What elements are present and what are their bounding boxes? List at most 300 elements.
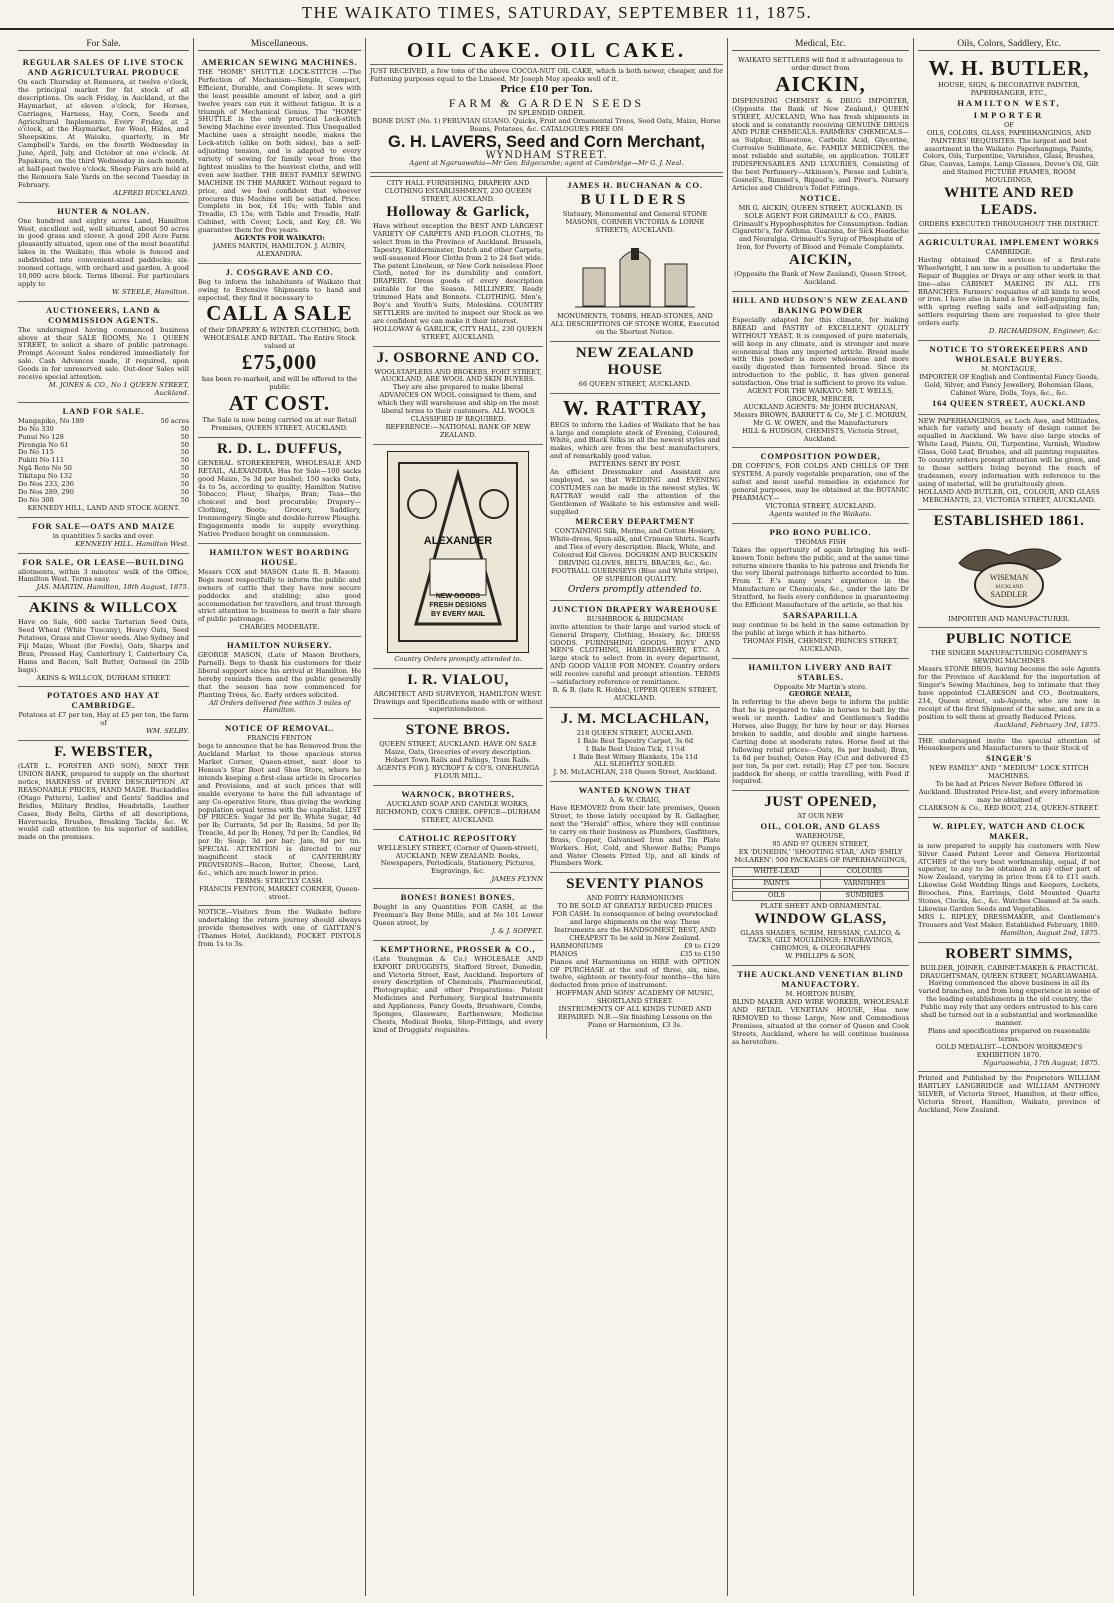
land-row-label: Pirongia No 61: [18, 440, 69, 449]
ad-signature: All Orders delivered free within 3 miles of Hamilton.: [209, 698, 350, 715]
ad-buchanan: [550, 177, 720, 341]
ad-body: MONUMENTS, TOMBS, HEAD-STONES, AND ALL DESCRIPTIONS OF STONE WORK, Executed on the Shortest Notice.: [550, 311, 720, 336]
column-heading: For Sale.: [18, 38, 189, 51]
ad-boarding-house: [198, 544, 361, 637]
ad-title: W. RIPLEY, WATCH AND CLOCK MAKER,: [932, 820, 1086, 841]
ad-body: AUCKLAND SOAP AND CANDLE WORKS, RICHMOND, COX'S CREEK. OFFICE—DURHAM STREET, AUCKLAND.: [375, 799, 541, 824]
alexander-watch-illustration: [387, 451, 529, 653]
goods-cell: PAINTS: [763, 878, 790, 887]
land-row-value: 50: [180, 440, 189, 449]
land-row-label: Pukiti No 111: [18, 456, 65, 465]
ad-warnock: [373, 786, 543, 830]
ad-subtitle: 218 QUEEN STREET, AUCKLAND.: [576, 728, 694, 737]
ad-intro: WAIKATO SETTLERS will find it advantageous to order direct from: [738, 56, 903, 72]
column-heading: Oils, Colors, Saddlery, Etc.: [918, 38, 1100, 51]
ad-title: AICKIN,: [775, 71, 866, 96]
ad-signature: HOLLAND AND BUTLER, OIL, COLOUR, AND GLASS MERCHANTS, 23, VICTORIA STREET, AUCKLAND.: [918, 487, 1100, 504]
ad-title: W. RATTRAY,: [562, 395, 708, 420]
ad-bones: [373, 889, 543, 941]
ad-title: F. WEBSTER,: [54, 744, 153, 761]
ad-subtitle: WAREHOUSE,: [795, 832, 846, 841]
ad-body: MR G. AICKIN, QUEEN STREET, AUCKLAND, IS SOLE AGENT FOR GRIMAULT & CO., PARIS. Grimault's Hypophosphites for Consumption. Indian Cigarette's, for Asthma. Guarana, for Sick Headache and Neuralgia. Grimault's Syrup of Phosphate of Iron, for Poverty of Blood and Female Complaints.: [732, 203, 909, 252]
ad-name: A. & W. CRAIG,: [609, 796, 661, 805]
builders-heading: BUILDERS: [580, 192, 690, 209]
ad-body: Messrs COX and MASON (Late R. B. Mason). Begs most respectfully to inform the public and owners of cattle that they have now secure paddocks and stabling; also good accommodation for travellers, and trust through strict attention to business to merit a fair share of public patronage.: [198, 567, 361, 624]
ad-body: To be had at Prices Never Before Offered in Auckland. Illustrated Price-list, and every information may be obtained of: [918, 780, 1100, 804]
ad-signature: W. PHILLIPS & SON,: [785, 952, 856, 961]
patterns-line: PATTERNS SENT BY POST.: [589, 460, 681, 469]
center-right-subcolumn: [547, 177, 723, 1039]
ad-pro-bono: [732, 524, 909, 659]
ad-body: TO BE SOLD AT GREATLY REDUCED PRICES FOR CASH. In consequence of being overstocked and large shipments on the way. These Instruments are the HANDSOMEST, BEST, AND CHEAPEST To be sold in New Zealand.: [552, 902, 718, 942]
stamp-text-top: WISEMAN: [989, 572, 1029, 582]
ad-price: Price £10 per Ton.: [500, 84, 593, 95]
printer-imprint: Printed and Published by the Proprietors WILLIAM BARTLEY LANGBRIDGE and WILLIAM ANTHONY SILVER, of Victoria Street, Hamilton, at their office, Victoria Street, Hamilton, Waikato, province of Auckland, New Zealand.: [918, 1074, 1100, 1115]
ad-name: OIL, COLOR, AND GLASS: [760, 821, 881, 832]
ad-just-opened: [732, 791, 909, 966]
ad-catholic-repository: [373, 830, 543, 890]
land-row-value: 50: [180, 424, 189, 433]
ad-signature: W. STEELE, Hamilton.: [111, 287, 189, 296]
ad-signature: R. & B. (late R. Hobbs), UPPER QUEEN STREET, AUCKLAND.: [552, 685, 718, 702]
ad-body: THE "HOME" SHUTTLE LOCK-STITCH —The Perfection of Mechanism—Simple, Compact, Efficient, Durable, and Complete. It sews with the least possible amount of labor, and a girl twelve years can run it without fatigue. It is a triumph of Mechanical Genius. The "HOME" SHUTTLE is the only practical Lock-stitch Sewing Machine ever invented. This Unequalled Machine uses a straight needle, makes the Lock-stitch (alike on both sides), has a self-adjusting tension, and is adapted to every variety of sewing for family wear from the lightest muslins to the heaviest cloths, and will even sew leather. THE BEST FAMILY SEWING MACHINE IN THE MARKET. Without regard to price, and we feel confident that whoever procures this Machine will be satisfied. Price: Complete in box, £4 10s; with Table and Treadle, £5 15s; with Table and Treadle, Half-Cabinet, with Cover, Lock, and Key, £8. We guarantee them for five years.: [198, 68, 361, 235]
land-row-value: 50: [180, 456, 189, 465]
land-row-value: 50: [180, 448, 189, 457]
monuments-illustration: [575, 238, 695, 310]
ad-title: I. R. VIALOU,: [407, 671, 509, 688]
ad-subtitle: 66 QUEEN STREET, AUCKLAND.: [578, 379, 692, 388]
ad-name: GEORGE NEALE,: [789, 690, 852, 699]
ad-signature: ALFRED BUCKLAND.: [113, 188, 189, 197]
ad-land-for-sale: [18, 403, 189, 518]
ad-body: IMPORTER OF English and Continental Fancy Goods, Gold, Silver, and Fancy Jewellery, Bohemian Glass, Cabinet Ware, Dolls, Toys, &c., &c.: [918, 372, 1100, 397]
ad-subtitle: AND FORTY HARMONIUMS: [586, 894, 684, 903]
lavers-address: WYNDHAM STREET.: [485, 150, 608, 162]
ad-body: Have without exception the BEST AND LARGEST VARIETY OF CARPETS AND FLOOR CLOTHS, To select from in the Province of Auckland. Brussels, Tapestry, Kidderminster, Dutch and other Carpets; well-seasoned Floor Cloths from 2 to 24 feet wide. The patent Linoleum, or New Cork noiseless Floor Cloth, noted for its durability and comfort. DRAPERY. Dress goods of every description suitable for the Season. MILLINERY. Ready trimmed Hats and Bonnets. CLOTHING. Men's, Boy's and Youth's Suits, Moleskins. COUNTRY SETTLERS are invited to inspect our Stock as we are confident we can make it their interest.: [373, 221, 543, 325]
goods-cell: OILS: [768, 890, 785, 899]
ad-agents: Agent at Ngaruawahia—Mr Geo. Edgecumbe; agent at Cambridge—Mr G. J. Neal.: [409, 159, 684, 168]
ad-body: OILS, COLORS, GLASS, PAPERHANGINGS, AND PAINTERS' REQUISITES. The largest and best assortment in the Waikato: Paperhangings, Paints, Colors, Oils, Turpentine, Varnishes, Glass, Brushes, Glue, Canvas, Lamps, Lamp Glasses, Devoe's Oil, Gilt and Stained PICTURE FRAMES, ROOM MOULDINGS,: [919, 128, 1099, 185]
ad-body: allotments, within 3 minutes' walk of the Office, Hamilton West. Terms easy.: [18, 567, 189, 584]
ad-alexander: [373, 445, 543, 669]
goods-row: [732, 867, 909, 877]
ad-body: NOTICE—Visitors from the Waikato before undertaking the return journey should always provide themselves with one of GAITTAN'S (Thames Hotel, Auckland), POCKET PISTOLS from 1s to 3s.: [198, 908, 361, 949]
ad-note: Plans and specifications prepared on reasonable terms.: [927, 1026, 1091, 1043]
ad-oil-cake: [370, 65, 723, 173]
ad-body: GEORGE MASON, (Late of Mason Brothers, Parnell). Begs to thank his customers for their liberal support since his arrival at Hamilton. He hereby reminds them and the public generally that the season has now commenced for Planting Trees, &c. Early orders solicited.: [198, 651, 361, 699]
land-row-label: Mangapiko, No 189: [18, 416, 84, 425]
alexander-label: ALEXANDER: [423, 534, 493, 547]
land-row-label: Punui No 128: [18, 432, 64, 441]
ad-subtitle: PAPERHANGER, ETC.,: [970, 88, 1048, 97]
goods-cell: COLOURS: [820, 868, 908, 876]
saddle-illustration: [949, 533, 1069, 613]
ad-signature: CHARGES MODERATE.: [239, 623, 320, 632]
ad-rushbrook: [550, 601, 720, 708]
lavers-heading: G. H. LAVERS, Seed and Corn Merchant,: [388, 133, 705, 152]
ad-body: Especially adapted for this climate, for making BREAD and PASTRY of EXCELLENT QUALITY WITHOUT YEAST. It is composed of pure materials, will keep in any climate, and is stronger and more economical than any imported article. Bread made with this powder is more wholesome and more easily digested than fermented bread. Since its introduction to the public, it has given general satisfaction. One trial is sufficient to prove its value.: [732, 315, 909, 388]
ad-signature: AKINS & WILLCOX, DURHAM STREET.: [36, 673, 171, 682]
ad-body: ARCHITECT AND SURVEYOR, HAMILTON WEST. Drawings and Specifications made with or without superintendence.: [373, 689, 543, 714]
ad-craig: [550, 782, 720, 873]
ad-title: BONES! BONES! BONES.: [400, 892, 516, 903]
ad-body: QUEEN STREET, AUCKLAND. HAVE ON SALE Maize, Oats, Groceries of every description. Hobart Town Rails and Palings, Tram Rails. AGENTS FOR J. RYCROFT & CO'S. ONEHUNGA FLOUR MILL.: [376, 740, 540, 780]
ad-auctioneers: [18, 302, 189, 403]
imprint: [918, 1072, 1100, 1119]
price-row-value: £35 to £150: [679, 949, 720, 958]
ad-footer: Agents wanted in the Waikato.: [769, 509, 872, 518]
ad-title: NOTICE OF REMOVAL.: [224, 723, 335, 734]
ad-body: PLATE SHEET AND ORNAMENTAL: [760, 901, 881, 910]
stock-amount: £75,000: [241, 350, 318, 375]
ad-title: FOR SALE, OR LEASE—BUILDING: [22, 556, 185, 567]
ad-terms: TERMS: STRICTLY CASH.: [235, 876, 324, 885]
ad-body: invite attention to their large and varied stock of General Drapery, Clothing, Hosiery, &c. DRESS GOODS. FURNISHING GOODS. BOYS' AND MEN'S CLOTHING, HABERDASHERY, ETC. A large stock to select from in every department, AND GOOD VALUE FOR MONEY. Country orders will receive careful and prompt attention. TERMS—satisfactory reference or remittance.: [550, 622, 720, 687]
column-miscellaneous: [194, 38, 366, 1596]
ad-oats-maize: [18, 518, 189, 554]
ad-title: JAMES H. BUCHANAN & CO.: [567, 180, 703, 191]
ad-title: W. H. BUTLER,: [928, 56, 1090, 80]
ad-subtitle: AT OUR NEW: [797, 812, 844, 821]
ad-potatoes: [18, 687, 189, 741]
ad-title: HUNTER & NOLAN.: [57, 205, 150, 216]
ad-date: Hamilton, August 2nd, 1875.: [1000, 928, 1100, 937]
ad-subtitle: Opposite Mr Martin's store.: [773, 682, 868, 691]
column-medical: [728, 38, 914, 1596]
ad-title: HAMILTON WEST BOARDING HOUSE.: [209, 546, 350, 567]
column-heading: Miscellaneous.: [198, 38, 361, 51]
ad-body: DR COFFIN'S, FOR COLDS AND CHILLS OF THE SYSTEM. A purely vegetable preparation, one of the safest and most useful remedies in existence for general purposes, may be obtained at the BOTANIC PHARMACY—: [732, 462, 909, 503]
ad-body: On each Thursday at Remuera, at twelve o'clock, the principal market for fat stock of all descriptions. On each Friday, in Auckland, at the Haymarket, at eleven o'clock, for Horses, Carriages, Harness, Hay, Corn, Seeds and Agricultural Implements. Every Friday, at 2 o'clock, at the Haymarket, for Wool, Hides, and Sheepskins. At Waiuku, quarterly, in Mr Campbell's Yards, on the fourth Wednesday in June, April, July, and October at one o'clock. At Papakura, on the third Wednesday in each month, at half-past twelve o'clock. Sheep Fairs are held at the Remuera Sale Yards on the second Tuesday in February.: [18, 78, 189, 189]
ad-footer: Country Orders promptly attended to.: [394, 654, 522, 663]
ad-signature: HOFFMAN AND SONS' ACADEMY OF MUSIC, SHORTLAND STREET.: [556, 989, 714, 1006]
ad-title: SEVENTY PIANOS: [566, 876, 704, 893]
land-list: [18, 418, 189, 505]
ad-body: EX 'DUNEDIN,' 'SHOOTING STAR,' AND 'EMILY McLAREN': 500 PACKAGES OF PAPERHANGINGS,: [734, 848, 907, 864]
ad-title: AUCTIONEERS, LAND & COMMISSION AGENTS.: [45, 304, 162, 325]
ad-date: Auckland, February 3rd, 1875.: [994, 720, 1100, 729]
price-list: [550, 943, 720, 959]
column-heading: Medical, Etc.: [732, 38, 909, 51]
ad-place: HAMILTON WEST,: [957, 97, 1061, 108]
ad-composition-powder: [732, 448, 909, 523]
price-row-value: £9 to £129: [684, 941, 720, 950]
ad-title: NEW ZEALAND HOUSE: [575, 344, 695, 378]
ad-body: is now prepared to supply his customers with New Silver Cased Patent Lever and Geneva Horizontal ATCHES of the very best workmanship, equal, if not superior, to any to be obtained in any other part of New Zealand, varying in price from £4 to £11 each. Likewise Gold Wedding Rings and Keepers, Lockets, Brooches, Pins, Earrings, Gold Mounted Quartz Stones, Clocks, &c., &c. Watches Cleaned at 5s each. Likewise Garden Seeds and Vegetables.: [918, 841, 1100, 913]
ad-title: HAMILTON NURSERY.: [226, 640, 333, 651]
ad-name: SINGER'S: [985, 753, 1033, 764]
ad-nursery: [198, 637, 361, 720]
ad-body: One hundred and eighty acres Land, Hamilton West, excellent soil, well situated, about 50 acres in good grass and clover. A good 200 Acre Farm pleasantly situated, upon one of the most beautiful lakes in the Waikato; this whole is fenced and subdivided into convenient-sized paddocks; six-roomed cottage, with orchard and garden. A good 10,000 acre block. Terms liberal. For particulars apply to: [18, 216, 189, 288]
ad-stone-bros: [373, 719, 543, 786]
ad-body: Potatoes at £7 per ton, Hay at £5 per ton, the farm of: [18, 711, 189, 728]
ad-mclachlan: [550, 708, 720, 782]
ad-address: 95 AND 97 QUEEN STREET,: [772, 840, 869, 849]
ad-title: THE AUCKLAND VENETIAN BLIND MANUFACTORY.: [737, 969, 904, 990]
ad-nz-house: [550, 342, 720, 394]
ad-subtitle: IN SPLENDID ORDER.: [507, 108, 586, 117]
ad-title: KEMPTHORNE, PROSSER & CO.,: [380, 943, 536, 954]
ad-subtitle: (Opposite the Bank of New Zealand), Queen Street, Auckland.: [734, 270, 907, 287]
ad-body: DISPENSING CHEMIST & DRUG IMPORTER, (Opposite the Bank of New Zealand,) QUEEN STREET, AUCKLAND, Who has fresh shipments in stock and is constantly receiving GENUINE DRUGS AND PURE CHEMICALS. FARMERS' CHEMICALS—as Sulphur, Bluestone, Carbolic Acid, Glycerine, Corrosive Sublimate, &c. FAMILY MEDICINES, the most reliable and suitable, on application. TOILET INDISPENSABLES AND LUXURIES, Consisting of the best Perfumery—Atkinson's, Piesse and Lubin's, Gosnell's, Rimmel's, Rigaud's; and Piver's. Nursery Articles and Children's Toilet Fittings.: [732, 96, 909, 192]
ad-title: LAND FOR SALE.: [62, 405, 145, 416]
ad-title: HILL AND HUDSON'S NEW ZEALAND BAKING POWDER: [732, 294, 909, 315]
ad-kempthorne: [373, 941, 543, 1039]
ad-body: An efficient Dressmaker and Assistant are employed, so that WEDDING and EVENING COSTUMES can be made in the newest styles. W. RATTRAY would call the attention of the Gentlemen of Waikato to his extensive and well-supplied: [550, 468, 720, 516]
ad-title: AGRICULTURAL IMPLEMENT WORKS: [918, 236, 1100, 247]
mercery-heading: MERCERY DEPARTMENT: [575, 516, 695, 527]
ad-regular-sales: [18, 54, 189, 203]
land-row-label: Do No 330: [18, 424, 54, 433]
ad-signature: HILL & HUDSON, CHEMISTS, Victoria Street, Auckland.: [742, 426, 899, 443]
ad-title: J. M. MCLACHLAN,: [560, 710, 710, 727]
ad-title: NOTICE TO STOREKEEPERS AND WHOLESALE BUYERS.: [929, 343, 1089, 364]
ad-body: in quantities 5 sacks and over.: [52, 531, 155, 540]
ad-vialou: [373, 669, 543, 720]
ad-footer: IMPORTER AND MANUFACTURER.: [948, 614, 1070, 623]
land-row-label: Do Nos 289, 290: [18, 487, 74, 496]
ad-lines: of their DRAPERY & WINTER CLOTHING, both WHOLESALE AND RETAIL. The Entire Stock valued at: [199, 326, 360, 351]
farm-seeds-heading: FARM & GARDEN SEEDS: [448, 95, 645, 110]
ad-signature: VICTORIA STREET, AUCKLAND.: [765, 501, 876, 510]
ad-fenton: [198, 720, 361, 906]
ad-lease-building: [18, 554, 189, 598]
column-center: [366, 38, 728, 1596]
newspaper-columns: [14, 38, 1104, 1596]
ad-notice-visitors: [198, 906, 361, 953]
ad-title: J. OSBORNE AND CO.: [376, 349, 540, 366]
ad-title: CATHOLIC REPOSITORY: [398, 832, 518, 843]
orders-line: Orders promptly attended to.: [568, 584, 702, 595]
ad-title: JUST OPENED,: [764, 794, 877, 811]
ad-intro: CITY HALL FURNISHING, DRAPERY AND CLOTHING ESTABLISHMENT, 230 QUEEN STREET, AUCKLAND.: [384, 179, 532, 204]
land-row-value: 50: [180, 432, 189, 441]
ad-name: RUSHBROOK & BRIDGMAN: [586, 614, 684, 623]
at-cost-heading: AT COST.: [228, 391, 331, 415]
ad-body: Bought in any Quantities FOR CASH, at the Freeman's Bay Bone Mills, and at No 101 Lower Queen street, by: [373, 903, 543, 927]
ad-title: ESTABLISHED 1861.: [933, 512, 1085, 529]
importer-heading: IMPORTER: [973, 109, 1045, 120]
ad-title: JUNCTION DRAPERY WAREHOUSE: [552, 603, 718, 614]
ad-name: THOMAS FISH: [794, 537, 847, 546]
ad-pianos: [550, 873, 720, 1033]
ad-sewing-machines: [198, 54, 361, 264]
ad-new-paperhangings: [918, 415, 1100, 510]
goods-grid: [732, 867, 909, 901]
ad-body: Messrs STONE BROS, having become the sole Agents for the Province of Auckland for the importation of Singer's Sewing Machines, beg to intimate that they have appointed CLARKSON and CO., Bootmakers, 214, Queen street, sub-Agents, who are now in receipt of the first Shipment of the same, and are in a position to sell them at greatly Reduced Prices.: [918, 665, 1100, 721]
ad-simms: [918, 943, 1100, 1073]
ad-signature: JAS. MARTIN. Hamilton, 18th August, 1875.: [36, 583, 189, 592]
ad-body: WELLESLEY STREET, (Corner of Queen-street), AUCKLAND, NEW ZEALAND. Books, Newspapers, Periodicals, Stationery, Pictures, Engravings, &c.: [377, 843, 539, 876]
ad-subtitle: NEW FAMILY" AND " MEDIUM" LOCK STITCH MACHINES.: [929, 764, 1089, 781]
notice-heading: NOTICE.: [799, 192, 842, 203]
ad-title: AMERICAN SEWING MACHINES.: [201, 57, 358, 67]
ad-signature: J. & J. SOPPET.: [491, 926, 543, 935]
ad-title: STONE BROS.: [405, 722, 511, 739]
ad-signature: FRANCIS FENTON, MARKET CORNER, Queen-street.: [199, 884, 360, 901]
ad-name: M. HORTON BUSBY,: [785, 990, 856, 999]
saddle-icon: [949, 533, 1069, 613]
land-row-label: Do No 308: [18, 495, 54, 504]
ad-title: AICKIN,: [788, 252, 853, 269]
ad-singer: [918, 735, 1100, 818]
ad-title: ROBERT SIMMS,: [945, 945, 1073, 962]
ad-footer: ORDERS EXECUTED THROUGHOUT THE DISTRICT.: [918, 220, 1100, 229]
goods-cell: VARNISHES: [820, 880, 908, 888]
ad-butler: [918, 54, 1100, 234]
ad-body: begs to announce that he has Removed from the Auckland Market to those spacious stores Market Corner, Queen-street, next door to Hemus's Star Boot and Shoe Store, where he intends keeping a first-class article in Groceries and Provisions, and at such prices that will enable everyone to have the full advantage of any Co-operative Store, thus giving the working population equal terms with the capitalist. LIST OF PRICES: Sugar 3d per lb; White Sugar, 4d per lb; Currants, 5d per lb; Raisins, 5d per lb; Treacle, 4d per lb; Honey, 7d per lb; Candles, 8d per lb; Soap; 3d per bar; Jam, 8d per tin. SPECIAL ATTENTION is directed to our magnificent stock of CANTERBURY PROVISIONS—Bacon, Butter, Cheese, Lard, &c., which are much lower in price.: [198, 742, 361, 877]
ad-body: BONE DUST (No. 1) PERUVIAN GUANO. Quicks, Fruit and Ornamental Trees, Seed Oats, Maize, Horse Beans, Potatoes, &c. CATALOGUES FREE ON: [372, 116, 721, 133]
ad-body: BLIND MAKER AND WIRE WORKER, WHOLESALE AND RETAIL VENETIAN HOUSE, Has now REMOVED to those Large, New and Commodious Premises, situated at the corner of Queen and Cook Streets, Auckland, where he will continue business as heretofore.: [732, 998, 909, 1046]
ad-title: PRO BONO PUBLICO.: [769, 526, 872, 537]
ad-livery-stables: [732, 659, 909, 792]
ad-agent: AGENT FOR THE WAIKATO: MR T. WELLS, GROCER, MERCER.: [747, 387, 894, 403]
ad-subtitle: BUILDER, JOINER, CABINET-MAKER & PRACTICAL DRAUGHTSMAN, QUEEN STREET, NGARUAWAHIA. Having commenced the above business in all its varied branches, and from long experience in some of the leading establishments in the old country, the Public may rely that any orders entrusted to his care shall be turned out in a substantial and workmanlike manner.: [918, 963, 1100, 1027]
ad-lines: has been re-marked, and will be offered to the public: [201, 375, 358, 392]
ad-aickin: [732, 54, 909, 292]
ad-signature: THOMAS FISH, CHEMIST, PRINCES STREET, AUCKLAND.: [742, 636, 899, 653]
ad-public-notice: [918, 628, 1100, 734]
ad-lines: The Sale is now being carried on at our Retail Premises, QUEEN STREET, AUCKLAND.: [202, 416, 357, 432]
land-row-label: Do Nos 233, 236: [18, 480, 74, 489]
ad-body: Having obtained the services of a first-rate Wheelwright, I am now in a position to undertake the Repair of Buggies or Drays or any other work in that line—also CABINET MAKING IN ALL ITS BRANCHES. Farmers' requisites of all kinds to wood or iron. I have also in hand a few wind-pumping mills, with spring reefing sails and self-adjusting fan; settlers requiring them are requested to give their orders early.: [918, 255, 1100, 328]
bale-item: 1 Bale Best Union Tick, 11½d: [585, 744, 685, 753]
ad-rattray: [550, 394, 720, 601]
ad-title: FOR SALE—OATS AND MAIZE: [32, 520, 175, 531]
land-row-label: Tikitapu No 132: [18, 472, 73, 481]
column-for-sale: [14, 38, 194, 1596]
land-row-value: 50 acres: [160, 416, 189, 425]
agents-heading: AGENTS FOR WAIKATO:: [234, 234, 325, 243]
ad-body: BEGS to inform the Ladies of Waikato that he has a large and complete stock of Evening, Coloured, White, and Black Silks in all the newest styles and makes, which are from the best manufacturers, and of remarkably good value.: [550, 420, 720, 461]
stamp-text-middle: AUCKLAND: [994, 584, 1024, 590]
land-row-value: 50: [180, 495, 189, 504]
ad-title: POTATOES AND HAY AT CAMBRIDGE.: [47, 690, 160, 711]
ad-signature: CLARKSON & Co., RED BOOT, 214, QUEEN-STREET.: [919, 803, 1099, 812]
ad-name: M. MONTAGUE,: [981, 364, 1037, 373]
ad-title: Holloway & Garlick,: [386, 203, 530, 220]
ad-footer: INSTRUMENTS OF ALL KINDS TUNED AND REPAIRED. N.B.—Six finishing Lessons on the Piano or Harmonium, £3 3s.: [557, 1005, 713, 1029]
ad-signature: KENNEDY HILL. Hamilton West.: [75, 539, 189, 548]
land-row-label: Ngā Roto No 50: [18, 464, 72, 473]
ad-agents: AUCKLAND AGENTS: Mr JOHN BUCHANAN, Messrs BROWN, BARRETT & Co, Mr J. C. MORRIN, Mr G. W. OWEN, and the Manufacturers: [733, 402, 908, 427]
ad-name: FRANCIS FENTON: [246, 734, 313, 743]
ad-signature: J. M. McLACHLAN, 218 Queen Street, Auckland.: [553, 768, 717, 777]
ad-subtitle: CAMBRIDGE.: [985, 247, 1033, 256]
ad-holloway: [373, 177, 543, 346]
ad-webster: [18, 741, 189, 846]
ad-body: THE undersigned invite the special attention of Housekeepers and Manufacturers to their Stock of: [918, 736, 1100, 753]
ad-body: Beg to inform the inhabitants of Waikato that owing to Extensive Shipments to hand and expected, they find it necessary to: [198, 277, 361, 302]
ad-signature: HOLLOWAY & GARLICK, CITY HALL, 230 QUEEN STREET, AUCKLAND.: [373, 324, 543, 341]
ad-venetian-blind: [732, 966, 909, 1050]
ad-body: In referring to the above begs to inform the public that he is prepared to take in horses to bait by the week or month. Ladies' and Gentlemen's Saddle Horses, also Buggy, for hire by hour or day. Horses broken to saddle, and double and single harness. Carting done at moderate rates. Horse feed at the following retail prices:—Oats, 6s per bushel; Bran, 1s 8d per bushel; Oaten Hay (Cut and delivered £5 per ton, 5s per cwt. retail); Hay £7 per ton. Secure paddock for sheep, or cattle travelling, with Feed if required.: [732, 698, 909, 786]
goods-row: [732, 891, 909, 901]
ad-established: [918, 510, 1100, 629]
ad-signature: KENNEDY HILL, LAND AND STOCK AGENT.: [27, 503, 180, 512]
bale-item: 1 Bale Best Witney Blankets, 15s 11d: [572, 752, 698, 761]
ad-body: (LATE L. FORSTER AND SON), NEXT THE UNION BANK, prepared to supply on the shortest notice, HARNESS of EVERY DESCRIPTION AT REASONABLE PRICES, HAND MADE. Buckaddles (Otago Pattern), Ladies' and Gents' Saddles and Bridles, Military Bridles, Headstalls, Leather Cases, Body Belts, Girths of all descriptions, Haversacks, Brushes, Breaking Tackle, &c. W. would call attention to his superior of saddles, made on the premises.: [18, 762, 189, 842]
ad-hunter-nolan: [18, 203, 189, 302]
ad-body: Have REMOVED from their late premises, Queen Street, to those lately occupied by R. Gallagher, next the "Herald" office, where they will continue to carry on their business as Plumbers, Gasfitters, Brass, Copper, Galvanised Iron and Tin Plate Workers. Hot, Cold, and Shower Baths; Pumps and Water Closets Fitted Up, and all kinds of Plumbers Work.: [550, 804, 720, 868]
ad-reference: REFERENCE:—NATIONAL BANK OF NEW ZEALAND.: [385, 422, 531, 439]
ad-signature: M. JONES & CO., No 1 QUEEN STREET, Auckland.: [48, 381, 189, 397]
ad-duffus: [198, 438, 361, 544]
price-row-label: PIANOS: [550, 949, 578, 958]
land-row-value: 50: [180, 472, 189, 481]
call-a-sale-heading: CALL A SALE: [206, 301, 353, 326]
ad-body: may continue to be held in the same estimation by the public at large which it has hitherto.: [732, 620, 909, 637]
agents-list: JAMES MARTIN, HAMILTON. J. AUBIN, ALEXANDRA.: [212, 241, 347, 258]
oil-cake-banner: OIL CAKE. OIL CAKE.: [370, 38, 723, 65]
leads-heading: WHITE AND RED LEADS.: [944, 185, 1074, 219]
stamp-text-bottom: SADDLER: [990, 589, 1028, 599]
bale-item: 1 Bale Best Tapestry Carpet, 3s 6d: [576, 736, 694, 745]
ad-body: JUST RECEIVED, a few tons of the above COCOA-NUT OIL CAKE, which is both newer, cheaper, and for Fattening purposes equal to the Linseed, Mr Joseph May speaks well of it.: [370, 67, 723, 83]
ad-title: R. D. L. DUFFUS,: [216, 440, 343, 457]
ad-title: HAMILTON LIVERY AND BAIT STABLES.: [748, 661, 893, 682]
ad-body: Statuary, Monumental and General STONE MASONS, CORNER VICTORIA & LORNE STREETS, AUCKLAND.: [562, 210, 708, 235]
ad-subtitle: HOUSE, SIGN, & DECORATIVE PAINTER,: [938, 81, 1080, 89]
ad-signature: D. RICHARDSON, Engineer, &c.: [988, 327, 1100, 336]
window-glass-heading: WINDOW GLASS,: [754, 910, 887, 927]
ad-montague: [918, 341, 1100, 415]
ad-title: WARNOCK, BROTHERS,: [401, 788, 515, 799]
ad-title: J. COSGRAVE AND CO.: [225, 266, 334, 277]
land-row-value: 50: [180, 487, 189, 496]
ad-body: The undersigned having commenced business above at their SALE ROOMS, No 1 QUEEN STREET, to solicit a share of public patronage. Prompt Account Sales rendered immediately for sale. Cash Advances made, if required, upon Goods in for unreserved sale. Out-door Sales will receive special attention.: [18, 325, 189, 382]
ad-body: (Late Youngman & Co.) WHOLESALE AND EXPORT DRUGGISTS, Stafford Street, Dunedin, and Victoria Street, East, Auckland. Importers of every description of Chemicals, Pharmaceutical, Photographic and other Preparations. Patent Medicines and Perfumery, Surgical Instruments and Appliances, Fancy Goods, Brushware, Combs, Sponges, Glassware, Earthenware, Medicine Chests, Medical Books, Shop-Fittings, and every kind of Druggists' requisites.: [373, 954, 543, 1034]
ad-title: REGULAR SALES OF LIVE STOCK AND AGRICULTURAL PRODUCE: [22, 57, 185, 77]
alexander-tagline: NEW GOODS FRESH DESIGNS BY EVERY MAIL: [429, 592, 487, 618]
ad-body: Pianos and Harmoniums on HIRE with OPTION OF PURCHASE at the end of three, six, nine, twelve, eighteen or twenty-four months—the hire deducted from price of instrument.: [550, 957, 720, 990]
of-line: OF: [1004, 120, 1014, 129]
ad-title: WANTED KNOWN THAT: [578, 785, 692, 796]
ad-baking-powder: [732, 292, 909, 449]
bale-list: [550, 738, 720, 762]
center-left-subcolumn: [370, 177, 547, 1039]
ad-ripley: [918, 818, 1100, 943]
ad-signature: WM. SELBY.: [145, 727, 189, 736]
ad-akins-willcox: [18, 597, 189, 687]
center-subcolumns: [370, 176, 723, 1039]
ad-title: AKINS & WILLCOX: [29, 600, 178, 617]
ad-date: Ngaruawahia, 17th August, 1875.: [983, 1058, 1100, 1067]
ad-body: CONTAINING Silk, Merino, and Cotton Hosiery, White-dress, Spun-silk, and Crimean Shirts. Scarfs and Ties of every description. Black, White, and Coloured Kid Gloves. DOGSKIN AND BUCKSKIN DRIVING GLOVES, BELTS, BRACES, &c., &c. FOOTBALL GUERNSEYS (Blue and White stripe), OF SUPERIOR QUALITY.: [550, 527, 720, 583]
sarsaparilla-heading: SARSAPARILLA: [782, 609, 859, 620]
ad-body: NEW PAPERHANGINGS, ex Loch Awe, and Miltiades, which for variety and beauty of design cannot be equalled in Auckland. We have also large stocks of White Lead, Paints, Oil, Turpentine, Varnish, Window Glass, Gold Leaf, Brushes, and all painting requisites. To country orders prompt attention will be given, and to those settlers living beyond the reach of tradesmen, every information with reference to the using of material, will be gratuitously given.: [918, 416, 1100, 488]
column-oils-colors: [914, 38, 1104, 1596]
goods-row: [732, 879, 909, 889]
masthead: THE WAIKATO TIMES, SATURDAY, SEPTEMBER 11, 1875.: [0, 0, 1114, 30]
ad-body: GLASS SHADES, SCRIM, HESSIAN, CALICO, & TACKS, GILT MOULDINGS; ENGRAVINGS, CHROMOS, & OLEOGRAPHS: [740, 928, 901, 953]
ad-address: 164 QUEEN STREET, AUCKLAND: [932, 397, 1086, 408]
land-row-label: Do No 115: [18, 448, 54, 457]
ad-note: ALL SLIGHTLY SOILED.: [594, 760, 676, 769]
goods-cell: WHITE-LEAD: [753, 866, 800, 875]
ad-award: GOLD MEDALIST—LONDON WORKMEN'S EXHIBITION 1870.: [935, 1042, 1083, 1059]
ad-agricultural-works: [918, 234, 1100, 341]
ad-signature: JAMES FLYNN: [491, 875, 543, 884]
ad-osborne: [373, 347, 543, 445]
ad-title: COMPOSITION POWDER,: [760, 451, 881, 462]
tombstone-icon: [575, 238, 695, 310]
ad-body: Have on Sale, 600 sacks Tartarian Seed Oats, Seed Wheat (White Tuscany), Heavy Oats, Seed Potatoes, Grass and Clover seeds. Also Sydney and Fiji Maize, Wheat (for Fowls), Oats, Sharps and Bran, Pressed Hay, Canterbury I, Canterbury Ca, Hams and Bacon, Salt Butter, Oatmeal (in 25lb bags).: [18, 618, 189, 674]
price-row-label: HARMONIUMS: [550, 941, 603, 950]
land-row-value: 50: [180, 480, 189, 489]
ad-body: WOOLSTAPLERS AND BROKERS, FORT STREET, AUCKLAND, ARE WOOL AND SKIN BUYERS. They are also prepared to make liberal ADVANCES ON WOOL consigned to them, and which they will warehouse and ship on the most liberal terms to their customers. ALL WOOLS CLASSIFIED IF REQUIRED.: [374, 367, 542, 423]
ad-body: GENERAL STOREKEEPER, WHOLESALE AND RETAIL, ALEXANDRA. Has for Sale—100 sacks good Maize, 5s 3d per bushel; 150 sacks Oats, 4s to 5s, according to quality; Hamilton Native Tobacco; Flour, Sharps, Bran; Teas—the choicest and best procurable; Drapery—Clothing, Boots; Grocery, Saddlery, Ironmongery. Single and double-furrow Ploughs. Engagements made to supply everything. Native Produce bought on commission.: [198, 458, 361, 538]
